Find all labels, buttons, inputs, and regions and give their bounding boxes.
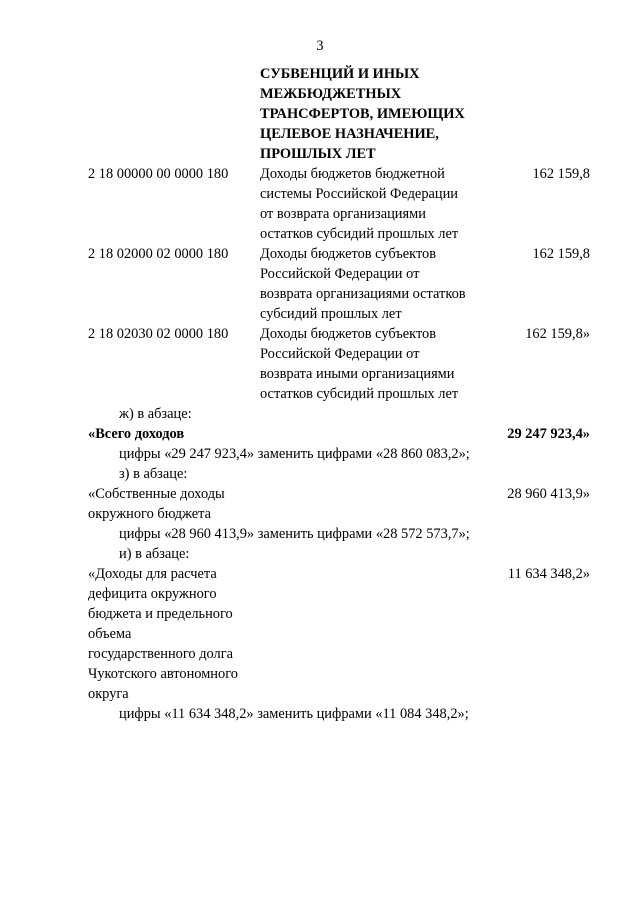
deficit-income-amount: 11 634 348,2» [507,566,590,582]
table-row-desc-line: Доходы бюджетов бюджетной [260,166,445,182]
replacement-instruction-i: цифры «11 634 348,2» заменить цифрами «11 084 348,2»; [119,706,469,722]
table-row-desc-line: остатков субсидий прошлых лет [260,386,459,402]
table-row-desc-line: Доходы бюджетов субъектов [260,326,437,342]
deficit-income-title-line: Чукотского автономного [88,666,238,682]
table-row-desc-line: Доходы бюджетов субъектов [260,246,437,262]
table-row-desc-line: от возврата организациями [260,206,426,222]
table-row-desc-line: возврата организациями остатков [260,286,466,302]
section-heading-line-5: ПРОШЛЫХ ЛЕТ [260,146,376,162]
replacement-instruction-zh: цифры «29 247 923,4» заменить цифрами «28 860 083,2»; [119,446,470,462]
table-row-amount: 162 159,8 [532,246,590,262]
table-row-amount: 162 159,8» [525,326,590,342]
page-number: 3 [316,38,324,54]
replacement-instruction-z: цифры «28 960 413,9» заменить цифрами «28 572 573,7»; [119,526,470,542]
section-heading-line-3: ТРАНСФЕРТОВ, ИМЕЮЩИХ [260,106,465,122]
table-row-desc-line: субсидий прошлых лет [260,306,402,322]
total-income-amount: 29 247 923,4» [507,426,590,442]
table-row-desc-line: возврата иными организациями [260,366,455,382]
total-income-title: «Всего доходов [88,426,185,442]
table-row-amount: 162 159,8 [532,166,590,182]
own-income-title-line: «Собственные доходы [88,486,225,502]
section-heading-line-4: ЦЕЛЕВОЕ НАЗНАЧЕНИЕ, [260,126,439,142]
table-row-desc-line: Российской Федерации от [260,346,420,362]
deficit-income-title-line: округа [88,686,129,702]
table-row-code: 2 18 02000 02 0000 180 [88,246,229,262]
paragraph-label-zh: ж) в абзаце: [119,406,192,422]
deficit-income-title-line: бюджета и предельного [88,606,233,622]
table-row-desc-line: остатков субсидий прошлых лет [260,226,459,242]
deficit-income-title-line: «Доходы для расчета [88,566,217,582]
section-heading-line-1: СУБВЕНЦИЙ И ИНЫХ [260,66,420,82]
table-row-desc-line: системы Российской Федерации [260,186,459,202]
deficit-income-title-line: государственного долга [88,646,233,662]
section-heading-line-2: МЕЖБЮДЖЕТНЫХ [260,86,402,102]
deficit-income-title-line: объема [88,626,132,642]
own-income-title-line: окружного бюджета [88,506,212,522]
paragraph-label-z: з) в абзаце: [119,466,188,482]
deficit-income-title-line: дефицита окружного [88,586,217,602]
paragraph-label-i: и) в абзаце: [119,546,190,562]
own-income-amount: 28 960 413,9» [507,486,590,502]
table-row-code: 2 18 02030 02 0000 180 [88,326,229,342]
table-row-desc-line: Российской Федерации от [260,266,420,282]
table-row-code: 2 18 00000 00 0000 180 [88,166,229,182]
